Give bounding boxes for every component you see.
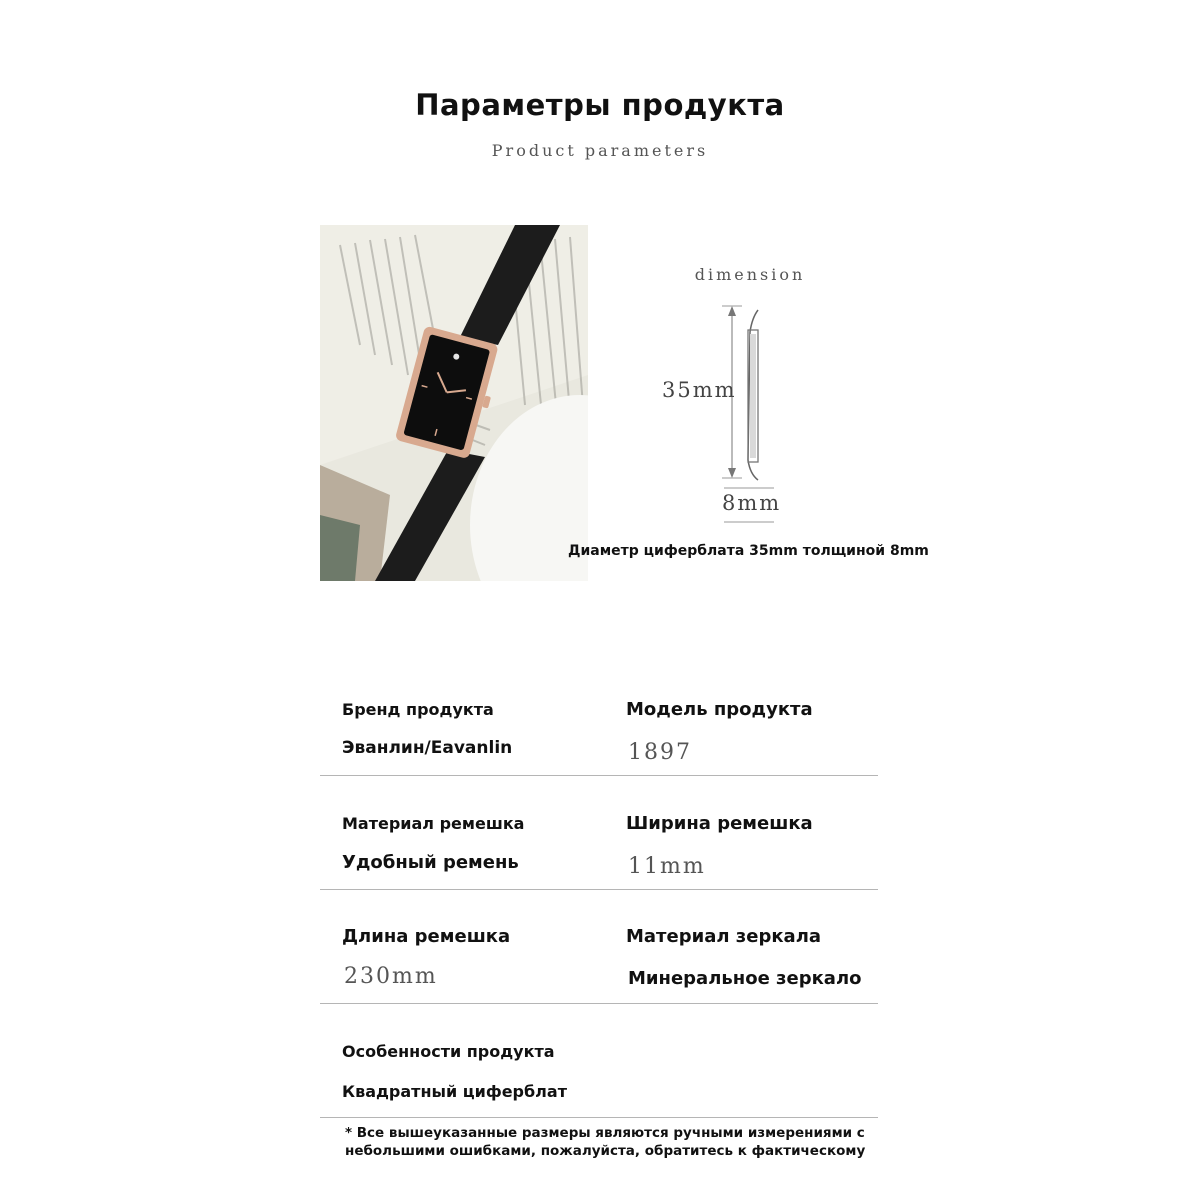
strap-material-value: Удобный ремень — [342, 852, 519, 873]
model-value: 1897 — [628, 740, 692, 765]
dial-caption: Диаметр циферблата 35mm толщиной 8mm — [568, 543, 929, 559]
page-subtitle: Product parameters — [491, 141, 709, 160]
product-photo — [320, 225, 588, 581]
features-value: Квадратный циферблат — [342, 1082, 567, 1101]
dimension-label: dimension — [694, 265, 806, 284]
strap-width-label: Ширина ремешка — [626, 813, 813, 834]
model-label: Модель продукта — [626, 699, 813, 720]
thickness-measure: 8mm — [722, 491, 782, 515]
height-measure: 35mm — [662, 378, 737, 402]
features-label: Особенности продукта — [342, 1042, 555, 1061]
mirror-value: Минеральное зеркало — [628, 968, 862, 989]
params-row-brand-model — [320, 690, 878, 776]
row-divider — [320, 775, 878, 776]
row-divider — [320, 1117, 878, 1118]
params-row-strap — [320, 804, 878, 890]
brand-value: Эванлин/Eavanlin — [342, 738, 513, 758]
strap-width-value: 11mm — [628, 854, 706, 879]
row-divider — [320, 1003, 878, 1004]
mirror-label: Материал зеркала — [626, 926, 822, 947]
page-title: Параметры продукта — [415, 88, 785, 122]
strap-length-label: Длина ремешка — [342, 926, 511, 947]
params-row-features — [320, 1032, 878, 1118]
strap-material-label: Материал ремешка — [342, 814, 525, 833]
row-divider — [320, 889, 878, 890]
measurement-note: * Все вышеуказанные размеры являются ручными измерениями с небольшими ошибками, пожалуйста, обратитесь к фактическому — [345, 1125, 866, 1159]
params-row-length-mirror — [320, 918, 878, 1004]
brand-label: Бренд продукта — [342, 700, 494, 719]
strap-length-value: 230mm — [344, 964, 438, 989]
